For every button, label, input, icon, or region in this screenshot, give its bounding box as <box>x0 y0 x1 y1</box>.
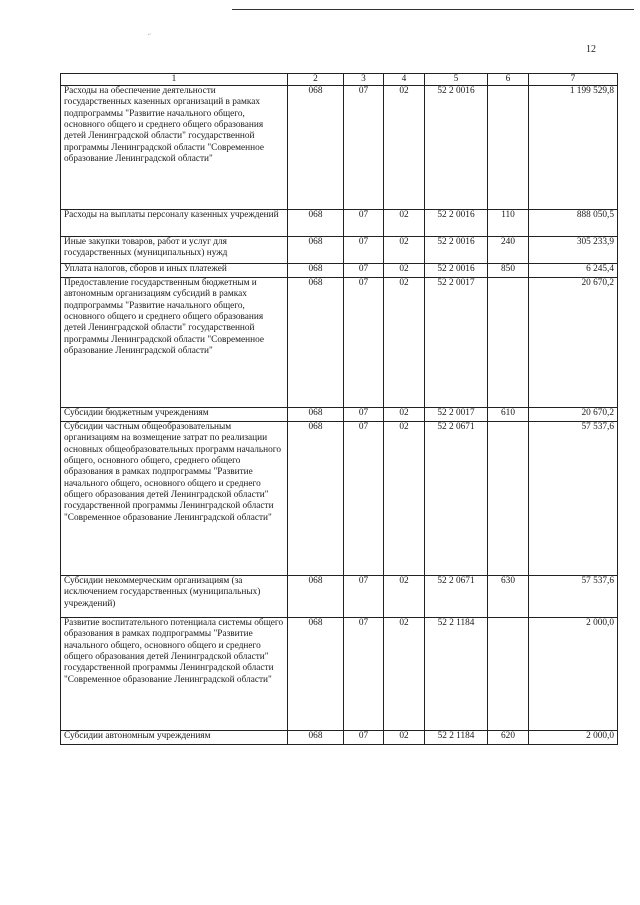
code-expense-type <box>488 618 529 731</box>
table-row <box>61 422 618 576</box>
code-gov-agency: 068 <box>288 210 344 237</box>
table-row <box>61 731 618 745</box>
code-section: 07 <box>344 278 384 408</box>
code-target-article: 52 2 0016 <box>425 86 488 210</box>
table-row <box>61 210 618 237</box>
column-header: 1 <box>61 74 288 86</box>
code-subsection: 02 <box>384 86 425 210</box>
code-section: 07 <box>344 408 384 422</box>
code-expense-type <box>488 278 529 408</box>
code-target-article: 52 2 0016 <box>425 264 488 278</box>
code-gov-agency: 068 <box>288 237 344 264</box>
table-row <box>61 618 618 731</box>
code-expense-type: 620 <box>488 731 529 745</box>
code-expense-type: 110 <box>488 210 529 237</box>
row-name: Расходы на обеспечение деятельности государственных казенных организаций в рамках подпрограммы "Развитие начального общего, основного общего и среднего общего образования детей Ленинградской области" государственной программы Ленинградской области "Современное образование Ленинградской области" <box>61 86 288 210</box>
table-row <box>61 86 618 210</box>
table-row <box>61 237 618 264</box>
amount: 57 537,6 <box>529 422 618 576</box>
amount: 6 245,4 <box>529 264 618 278</box>
budget-table <box>60 73 618 745</box>
code-section: 07 <box>344 86 384 210</box>
code-gov-agency: 068 <box>288 731 344 745</box>
amount: 57 537,6 <box>529 576 618 618</box>
amount: 888 050,5 <box>529 210 618 237</box>
row-name: Расходы на выплаты персоналу казенных учреждений <box>61 210 288 237</box>
code-section: 07 <box>344 237 384 264</box>
code-subsection: 02 <box>384 278 425 408</box>
row-name: Субсидии частным общеобразовательным организациям на возмещение затрат по реализации основных общеобразовательных программ начального общего, основного общего, среднего общего образования в рамках подпрограммы "Развитие начального общего, основного общего и среднего общего образования детей Ленинградской области" государственной программы Ленинградской области "Современное образование Ленинградской области" <box>61 422 288 576</box>
code-gov-agency: 068 <box>288 408 344 422</box>
row-name: Субсидии некоммерческим организациям (за исключением государственных (муниципальных) учреждений) <box>61 576 288 618</box>
code-subsection: 02 <box>384 237 425 264</box>
code-target-article: 52 2 0017 <box>425 278 488 408</box>
code-subsection: 02 <box>384 576 425 618</box>
table-row <box>61 408 618 422</box>
column-header: 4 <box>384 74 425 86</box>
code-subsection: 02 <box>384 264 425 278</box>
code-target-article: 52 2 1184 <box>425 731 488 745</box>
code-gov-agency: 068 <box>288 264 344 278</box>
code-expense-type: 630 <box>488 576 529 618</box>
code-expense-type: 240 <box>488 237 529 264</box>
column-header: 7 <box>529 74 618 86</box>
table-row <box>61 264 618 278</box>
column-header: 5 <box>425 74 488 86</box>
code-subsection: 02 <box>384 422 425 576</box>
code-gov-agency: 068 <box>288 422 344 576</box>
amount: 1 199 529,8 <box>529 86 618 210</box>
code-expense-type <box>488 86 529 210</box>
amount: 20 670,2 <box>529 408 618 422</box>
scan-speck: ~ <box>146 31 153 39</box>
code-section: 07 <box>344 422 384 576</box>
code-section: 07 <box>344 618 384 731</box>
row-name: Предоставление государственным бюджетным и автономным организациям субсидий в рамках подпрограммы "Развитие начального общего, основного общего и среднего общего образования детей Ленинградской области" государственной программы Ленинградской области "Современное образование Ленинградской области" <box>61 278 288 408</box>
code-subsection: 02 <box>384 618 425 731</box>
code-target-article: 52 2 1184 <box>425 618 488 731</box>
code-target-article: 52 2 0671 <box>425 576 488 618</box>
page-number: 12 <box>586 44 596 55</box>
table-header-row <box>61 74 618 86</box>
table-row <box>61 278 618 408</box>
code-subsection: 02 <box>384 408 425 422</box>
code-gov-agency: 068 <box>288 576 344 618</box>
code-gov-agency: 068 <box>288 278 344 408</box>
table-row <box>61 576 618 618</box>
row-name: Уплата налогов, сборов и иных платежей <box>61 264 288 278</box>
amount: 2 000,0 <box>529 731 618 745</box>
row-name: Иные закупки товаров, работ и услуг для государственных (муниципальных) нужд <box>61 237 288 264</box>
column-header: 3 <box>344 74 384 86</box>
row-name: Развитие воспитательного потенциала системы общего образования в рамках подпрограммы "Развитие начального общего, основного общего и среднего общего образования детей Ленинградской области" государственной программы Ленинградской области "Современное образование Ленинградской области" <box>61 618 288 731</box>
code-gov-agency: 068 <box>288 618 344 731</box>
code-expense-type: 610 <box>488 408 529 422</box>
column-header: 6 <box>488 74 529 86</box>
code-gov-agency: 068 <box>288 86 344 210</box>
code-target-article: 52 2 0016 <box>425 237 488 264</box>
code-section: 07 <box>344 576 384 618</box>
code-target-article: 52 2 0016 <box>425 210 488 237</box>
scan-top-rule <box>232 9 634 10</box>
amount: 2 000,0 <box>529 618 618 731</box>
amount: 305 233,9 <box>529 237 618 264</box>
code-target-article: 52 2 0017 <box>425 408 488 422</box>
code-section: 07 <box>344 264 384 278</box>
column-header: 2 <box>288 74 344 86</box>
code-subsection: 02 <box>384 731 425 745</box>
row-name: Субсидии автономным учреждениям <box>61 731 288 745</box>
row-name: Субсидии бюджетным учреждениям <box>61 408 288 422</box>
code-subsection: 02 <box>384 210 425 237</box>
code-expense-type: 850 <box>488 264 529 278</box>
code-section: 07 <box>344 210 384 237</box>
code-section: 07 <box>344 731 384 745</box>
amount: 20 670,2 <box>529 278 618 408</box>
code-target-article: 52 2 0671 <box>425 422 488 576</box>
code-expense-type <box>488 422 529 576</box>
